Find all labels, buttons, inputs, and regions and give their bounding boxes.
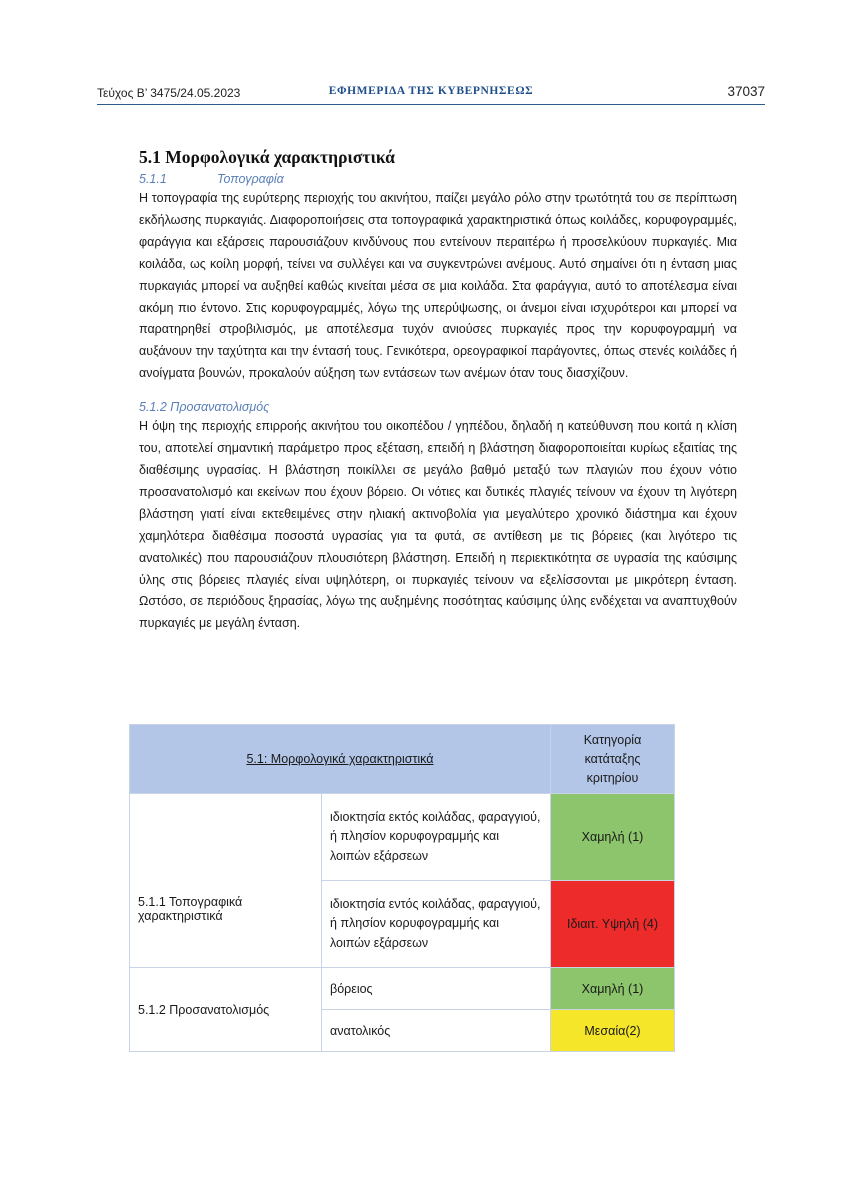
option-cell: βόρειος <box>322 968 551 1010</box>
option-cell: ανατολικός <box>322 1010 551 1052</box>
subsection-number: 5.1.1 <box>139 172 167 186</box>
section-title: 5.1 Μορφολογικά χαρακτηριστικά <box>139 147 395 167</box>
table-header-main: 5.1: Μορφολογικά χαρακτηριστικά <box>130 725 551 794</box>
subsection-title: Τοπογραφία <box>217 172 284 186</box>
table-header-category: Κατηγορία κατάταξης κριτηρίου <box>551 725 675 794</box>
category-cell-medium: Μεσαία(2) <box>551 1010 675 1052</box>
category-cell-low: Χαμηλή (1) <box>551 968 675 1010</box>
criteria-table <box>129 724 675 1052</box>
option-cell: ιδιοκτησία εκτός κοιλάδας, φαραγγιού, ή πλησίον κορυφογραμμής και λοιπών εξάρσεων <box>322 794 551 881</box>
orientation-paragraph: Η όψη της περιοχής επιρροής ακινήτου του οικοπέδου / γηπέδου, δηλαδή η κατεύθυνση που κοιτά η κλίση του, αποτελεί σημαντική παράμετρο προς εξέταση, επειδή η βλάστηση διαφοροποιείται κυρίως εξαιτίας της διαθέσιμης υγρασίας. Η βλάστηση ποικίλλει σε μεγάλο βαθμό μεταξύ των πλαγιών που έχουν νότιο προσανατολισμό και εκείνων που έχουν βόρειο. Οι νότιες και δυτικές πλαγιές τείνουν να έχουν τη λιγότερη βλάστηση γιατί είναι εκτεθειμένες στην ηλιακή ακτινοβολία για μεγαλύτερο χρονικό διάστημα και έχουν χαμηλότερα διαθέσιμα ποσοστά υγρασίας για τα φυτά, σε αντίθεση με τις βόρειες (και λιγότερο τις ανατολικές) που παρουσιάζουν πλουσιότερη βλάστηση. Επειδή η περιεκτικότητα σε υγρασία της καύσιμης ύλης στις βόρειες πλαγιές είναι υψηλότερη, οι πυρκαγιές τείνουν να εξελίσσονται με μικρότερη ένταση. Ωστόσο, σε περιόδους ξηρασίας, λόγω της αυξημένης ποσότητας καύσιμης ύλης ενδέχεται να αναπτυχθούν πυρκαγιές με μεγάλη ένταση. <box>139 419 737 631</box>
topography-paragraph: Η τοπογραφία της ευρύτερης περιοχής του ακινήτου, παίζει μεγάλο ρόλο στην τρωτότητά του σε περίπτωση εκδήλωσης πυρκαγιάς. Διαφοροποιήσεις στα τοπογραφικά χαρακτηριστικά όπως κοιλάδες, κορυφογραμμές, φαράγγια και εξάρσεις παρουσιάζουν κινδύνους που εντείνουν περαιτέρω ή προσελκύουν πυρκαγιές. Μια κοιλάδα, ως κοίλη μορφή, τείνει να συλλέγει και να συγκεντρώνει ανέμους. Αυτό σημαίνει ότι η ένταση μιας πυρκαγιάς μπορεί να αυξηθεί καθώς κινείται μέσα σε μια κοιλάδα. Στα φαράγγια, αυτό το αποτέλεσμα είναι ακόμη πιο έντονο. Στις κορυφογραμμές, λόγω της υπερύψωσης, οι άνεμοι είναι ισχυρότεροι και μπορεί να παρατηρηθεί στροβιλισμός, με αποτέλεσμα τυχόν ανιούσες πυρκαγιές προς την κορυφογραμμή να αυξάνουν την ταχύτητα και την έντασή τους. Γενικότερα, ορεογραφικοί παράγοντες, όπως στενές κοιλάδες ή ανοίγματα βουνών, προκαλούν αύξηση των εντάσεων των ανέμων όταν τους διασχίζουν. <box>139 191 737 381</box>
group-label-topography: 5.1.1 Τοπογραφικά χαρακτηριστικά <box>130 794 322 968</box>
main-content <box>139 145 737 635</box>
subsection-heading-orientation: 5.1.2 Προσανατολισμός <box>139 400 270 415</box>
page-number: 37037 <box>727 84 765 99</box>
option-cell: ιδιοκτησία εντός κοιλάδας, φαραγγιού, ή πλησίον κορυφογραμμής και λοιπών εξάρσεων <box>322 881 551 968</box>
table-row <box>130 968 675 1010</box>
group-label-orientation: 5.1.2 Προσανατολισμός <box>130 968 322 1052</box>
table-row <box>130 794 675 881</box>
issue-label: Τεύχος Β’ 3475/24.05.2023 <box>97 86 241 100</box>
page-header <box>97 84 765 105</box>
category-cell-low: Χαμηλή (1) <box>551 794 675 881</box>
subsection-heading-topography <box>139 170 737 188</box>
journal-title: ΕΦΗΜΕΡΙΔΑ ΤΗΣ ΚΥΒΕΡΝΗΣΕΩΣ <box>328 85 534 97</box>
category-cell-very-high: Ιδιαιτ. Υψηλή (4) <box>551 881 675 968</box>
table-header-row <box>130 725 675 794</box>
